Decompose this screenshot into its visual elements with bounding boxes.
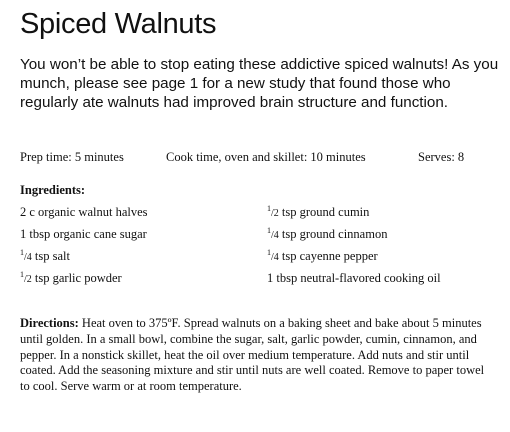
ingredient-item: 1 tbsp organic cane sugar [20,227,147,241]
prep-time: Prep time: 5 minutes [20,150,124,164]
ingredient-item: $^1$/4 tsp ground cinnamon [267,226,388,241]
ingredients-list-right [267,200,441,288]
directions [20,316,490,395]
ingredients-heading: Ingredients: [20,183,86,197]
ingredient-item: 1 tbsp neutral-flavored cooking oil [267,271,441,285]
directions-text: Heat oven to 375ºF. Spread walnuts on a baking sheet and bake about 5 minutes until golden. In a small bowl, combine the sugar, salt, garlic powder, cumin, cinnamon, and pepper. In a nonstick skillet, heat the oil over medium temperature. Add nuts and stir until coated. Add the seasoning mixture and stir until nuts are well coated. Remove to paper towel to cool. Serve warm or at room temperature. [20,316,485,394]
serves: Serves: 8 [418,150,465,164]
ingredient-item: $^1$/2 tsp garlic powder [20,270,122,285]
cook-time: Cook time, oven and skillet: 10 minutes [166,150,366,164]
directions-heading: Directions: [20,316,79,330]
recipe-title: Spiced Walnuts [20,8,217,40]
ingredient-item: $^1$/4 tsp cayenne pepper [267,248,378,263]
recipe-intro: You won’t be able to stop eating these addictive spiced walnuts! As you munch, please see page 1 for a new study that found those who regularly ate walnuts had improved brain structure and function. [20,56,499,111]
ingredient-item: $^1$/2 tsp ground cumin [267,204,370,219]
ingredient-item: $^1$/4 tsp salt [20,248,70,263]
ingredients-list-left [20,200,148,288]
ingredient-item: 2 c organic walnut halves [20,205,148,219]
